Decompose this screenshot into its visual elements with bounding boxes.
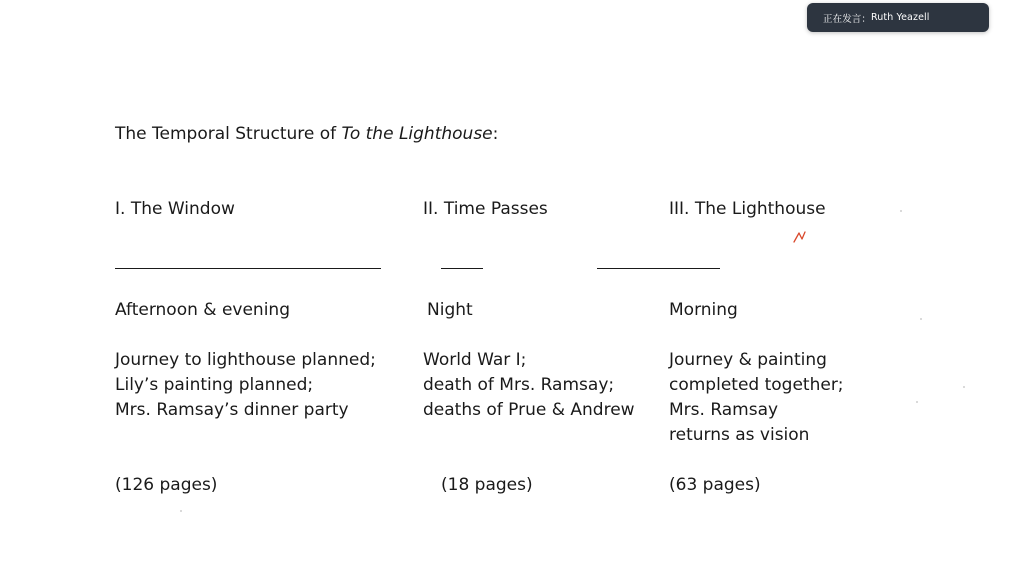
column-time-time-passes: Night bbox=[427, 300, 473, 320]
column-event-time-passes-3: deaths of Prue & Andrew bbox=[423, 400, 635, 420]
column-event-window-2: Lily’s painting planned; bbox=[115, 375, 314, 395]
speck bbox=[916, 401, 918, 403]
slide-title-book: To the Lighthouse bbox=[341, 124, 493, 144]
speck bbox=[963, 386, 965, 388]
slide-title bbox=[115, 122, 498, 147]
pen-annotation-mark bbox=[792, 228, 808, 244]
column-pages-time-passes: (18 pages) bbox=[441, 475, 533, 495]
speaking-label: 正在发言： bbox=[823, 13, 872, 25]
speck bbox=[920, 318, 922, 320]
column-time-window: Afternoon & evening bbox=[115, 300, 290, 320]
timeline-rule-window bbox=[115, 268, 381, 269]
column-time-lighthouse: Morning bbox=[669, 300, 738, 320]
active-speaker-notification[interactable] bbox=[807, 3, 989, 32]
timeline-rule-lighthouse bbox=[597, 268, 720, 269]
column-heading-window: I. The Window bbox=[115, 199, 235, 219]
column-pages-window: (126 pages) bbox=[115, 475, 218, 495]
column-heading-lighthouse: III. The Lighthouse bbox=[669, 199, 826, 219]
slide-title-prefix: The Temporal Structure of bbox=[115, 124, 342, 144]
column-heading-time-passes: II. Time Passes bbox=[423, 199, 548, 219]
column-pages-lighthouse: (63 pages) bbox=[669, 475, 761, 495]
column-event-lighthouse-4: returns as vision bbox=[669, 425, 810, 445]
timeline-rule-time-passes bbox=[441, 268, 483, 269]
column-event-window-1: Journey to lighthouse planned; bbox=[115, 350, 376, 370]
speck bbox=[180, 510, 182, 512]
column-event-window-3: Mrs. Ramsay’s dinner party bbox=[115, 400, 349, 420]
speck bbox=[900, 210, 902, 212]
column-event-lighthouse-3: Mrs. Ramsay bbox=[669, 400, 779, 420]
column-event-lighthouse-2: completed together; bbox=[669, 375, 844, 395]
speaker-name: Ruth Yeazell bbox=[871, 12, 930, 23]
column-event-time-passes-2: death of Mrs. Ramsay; bbox=[423, 375, 615, 395]
slide-title-suffix: : bbox=[492, 124, 499, 144]
column-event-lighthouse-1: Journey & painting bbox=[669, 350, 827, 370]
column-event-time-passes-1: World War I; bbox=[423, 350, 527, 370]
